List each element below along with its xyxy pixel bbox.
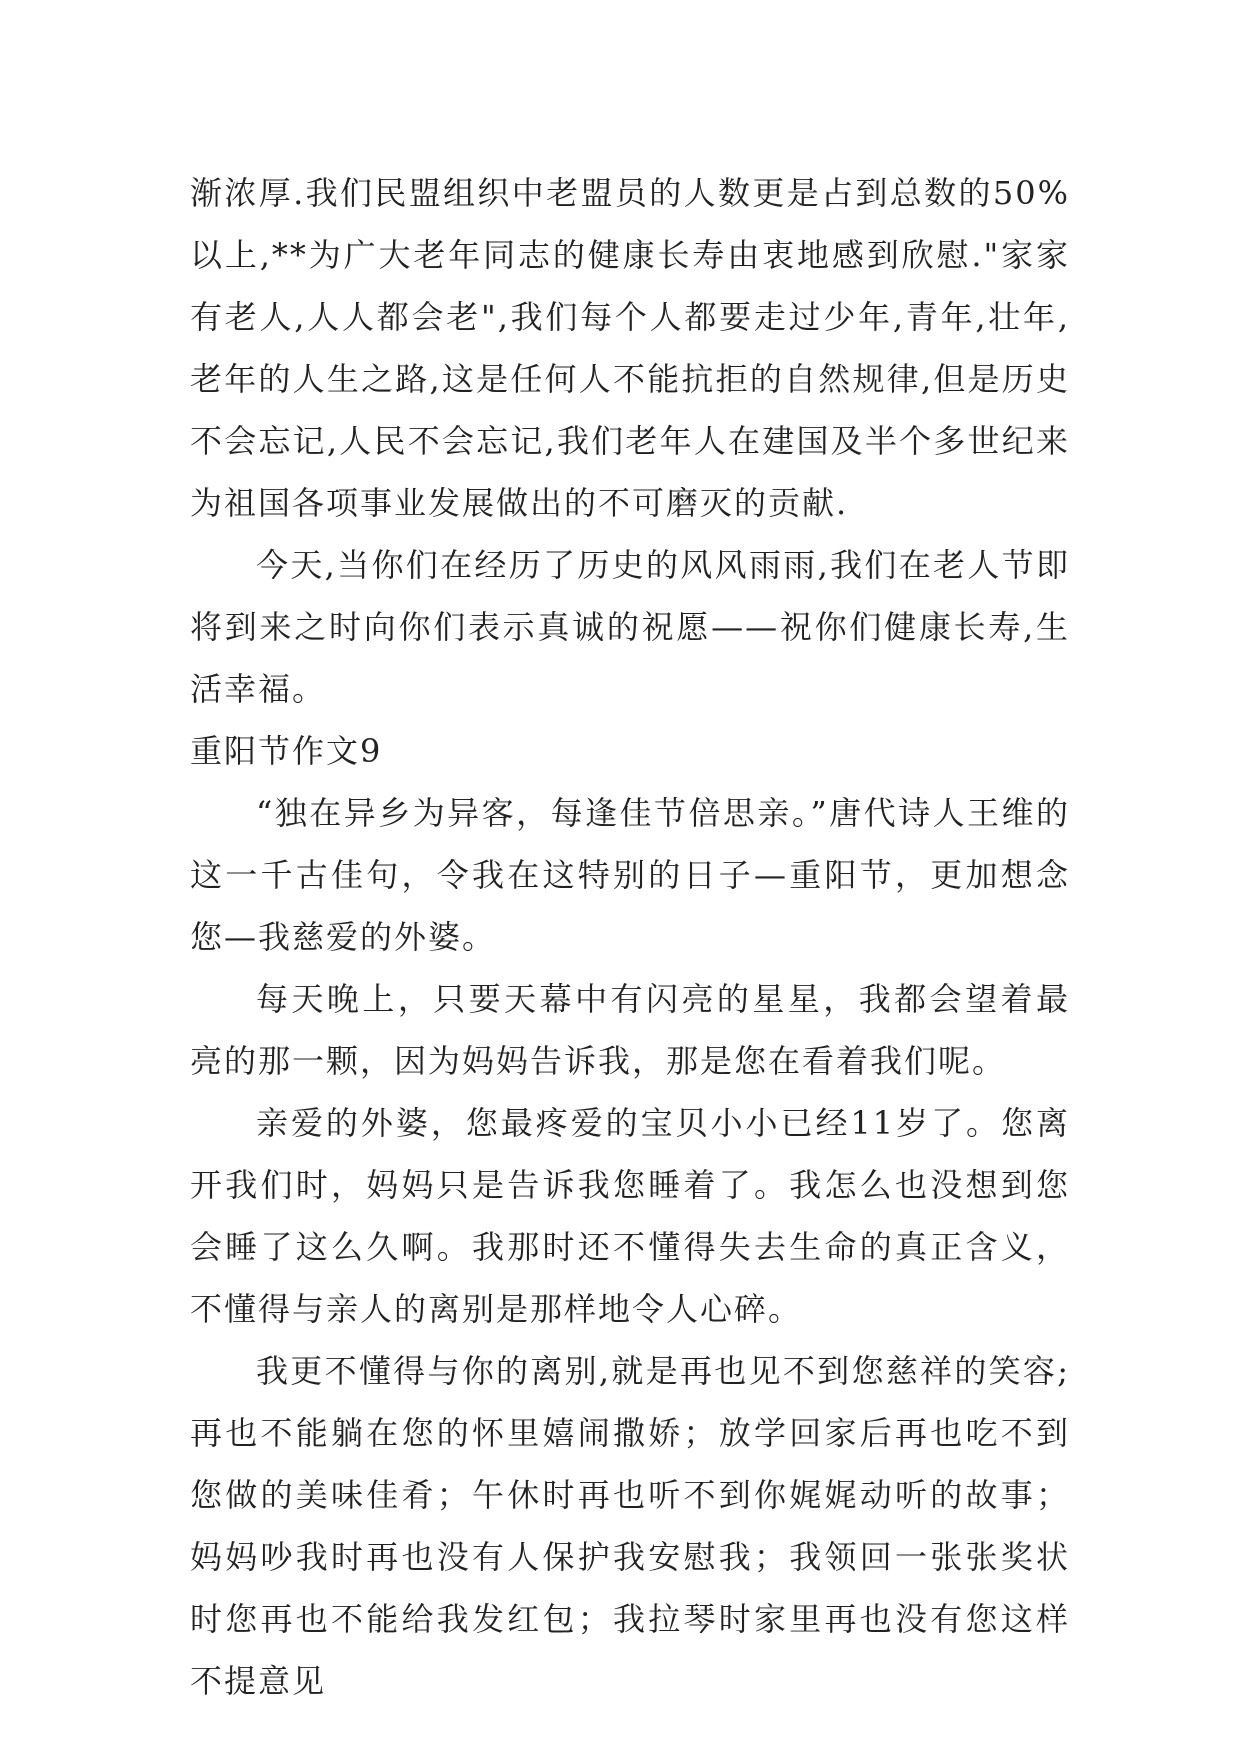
paragraph-2: 今天,当你们在经历了历史的风风雨雨,我们在老人节即将到来之时向你们表示真诚的祝愿——祝你们健康长寿,生活幸福。	[190, 546, 1070, 708]
paragraph-4: 每天晚上，只要天幕中有闪亮的星星，我都会望着最亮的那一颗，因为妈妈告诉我，那是您在看着我们呢。	[190, 980, 1070, 1080]
document-body	[190, 162, 1070, 1712]
section-heading: 重阳节作文9	[190, 732, 383, 770]
paragraph-3: “独在异乡为异客，每逢佳节倍思亲。”唐代诗人王维的这一千古佳句，令我在这特别的日子—重阳节，更加想念您—我慈爱的外婆。	[190, 794, 1070, 956]
paragraph-6: 我更不懂得与你的离别,就是再也见不到您慈祥的笑容;再也不能躺在您的怀里嬉闹撒娇；放学回家后再也吃不到您做的美味佳肴；午休时再也听不到你娓娓动听的故事；妈妈吵我时再也没有人保护我安慰我；我领回一张张奖状时您再也不能给我发红包；我拉琴时家里再也没有您这样不提意见	[190, 1352, 1070, 1700]
paragraph-1: 渐浓厚.我们民盟组织中老盟员的人数更是占到总数的50%以上,**为广大老年同志的健康长寿由衷地感到欣慰."家家有老人,人人都会老",我们每个人都要走过少年,青年,壮年,老年的人生之路,这是任何人不能抗拒的自然规律,但是历史不会忘记,人民不会忘记,我们老年人在建国及半个多世纪来为祖国各项事业发展做出的不可磨灭的贡献.	[190, 174, 1070, 522]
paragraph-5: 亲爱的外婆，您最疼爱的宝贝小小已经11岁了。您离开我们时，妈妈只是告诉我您睡着了。我怎么也没想到您会睡了这么久啊。我那时还不懂得失去生命的真正含义，不懂得与亲人的离别是那样地令人心碎。	[190, 1104, 1070, 1328]
